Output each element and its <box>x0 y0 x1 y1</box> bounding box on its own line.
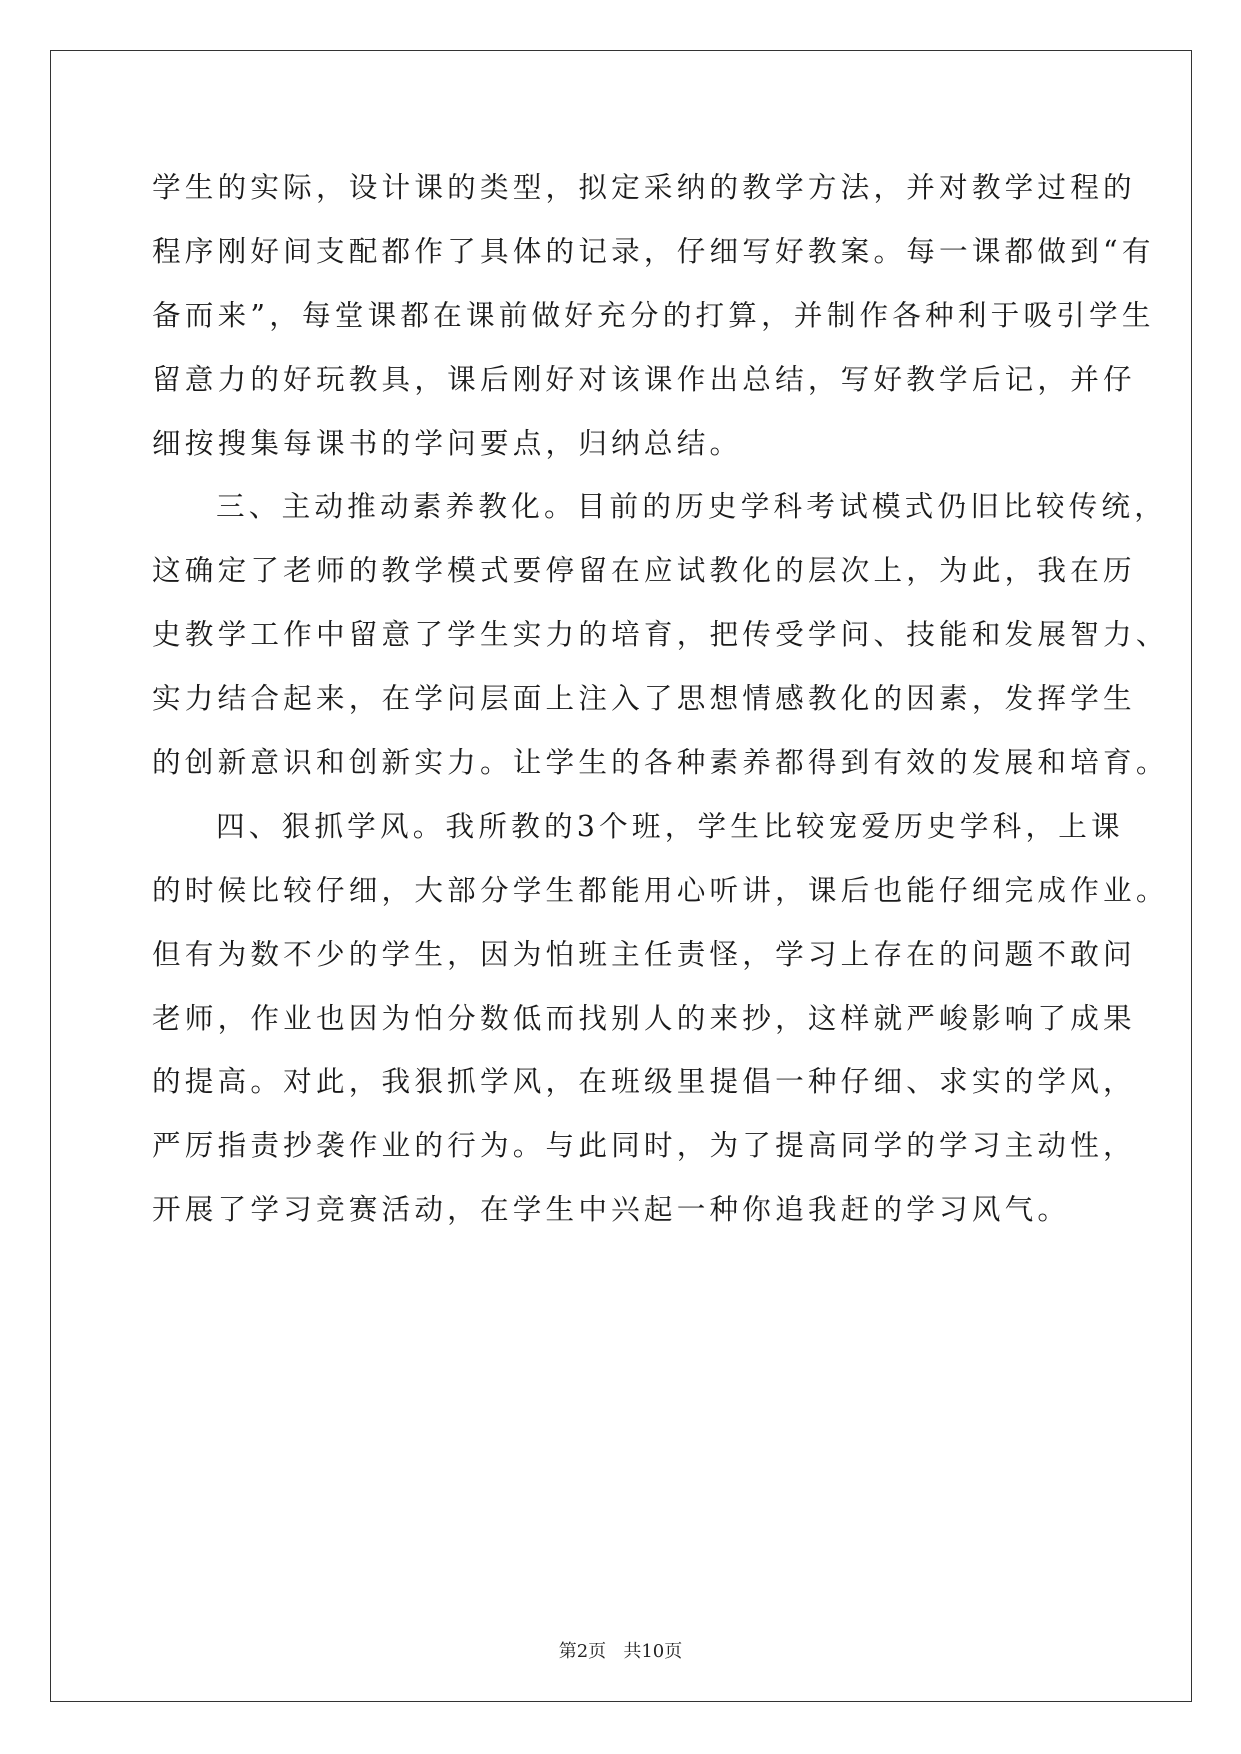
text-line: 的时候比较仔细，大部分学生都能用心听讲，课后也能仔细完成作业。 <box>152 872 1169 907</box>
text-line: 的提高。对此，我狠抓学风，在班级里提倡一种仔细、求实的学风， <box>152 1064 1136 1099</box>
paragraph <box>152 795 1169 1242</box>
text-line: 开展了学习竞赛活动，在学生中兴起一种你追我赶的学习风气。 <box>152 1192 1071 1227</box>
text-line: 留意力的好玩教具，课后刚好对该课作出总结，写好教学后记，并仔 <box>152 361 1136 396</box>
text-line: 学生的实际，设计课的类型，拟定采纳的教学方法，并对教学过程的 <box>152 170 1136 204</box>
text-line: 的创新意识和创新实力。让学生的各种素养都得到有效的发展和培育。 <box>152 745 1169 780</box>
text-line: 程序刚好间支配都作了具体的记录，仔细写好教案。每一课都做到“有 <box>152 233 1155 268</box>
text-line: 这确定了老师的教学模式要停留在应试教化的层次上，为此，我在历 <box>152 553 1136 588</box>
text-line: 但有为数不少的学生，因为怕班主任责怪，学习上存在的问题不敢问 <box>152 936 1136 971</box>
paragraph <box>152 475 1169 794</box>
text-line: 实力结合起来，在学问层面上注入了思想情感教化的因素，发挥学生 <box>152 681 1136 716</box>
text-line: 史教学工作中留意了学生实力的培育，把传受学问、技能和发展智力、 <box>152 617 1169 652</box>
text-line: 四、狠抓学风。我所教的3个班，学生比较宠爱历史学科，上课 <box>216 808 1124 843</box>
text-line: 细按搜集每课书的学问要点，归纳总结。 <box>152 425 743 460</box>
paragraph <box>152 156 1155 475</box>
text-line: 老师，作业也因为怕分数低而找别人的来抄，这样就严峻影响了成果 <box>152 1000 1136 1035</box>
text-line: 三、主动推动素养教化。目前的历史学科考试模式仍旧比较传统， <box>216 489 1168 524</box>
text-line: 备而来”，每堂课都在课前做好充分的打算，并制作各种利于吸引学生 <box>152 297 1155 332</box>
page-number-footer: 第2页 共10页 <box>558 1641 683 1662</box>
text-line: 严厉指责抄袭作业的行为。与此同时，为了提高同学的学习主动性， <box>152 1128 1136 1163</box>
document-body <box>152 156 1169 1242</box>
